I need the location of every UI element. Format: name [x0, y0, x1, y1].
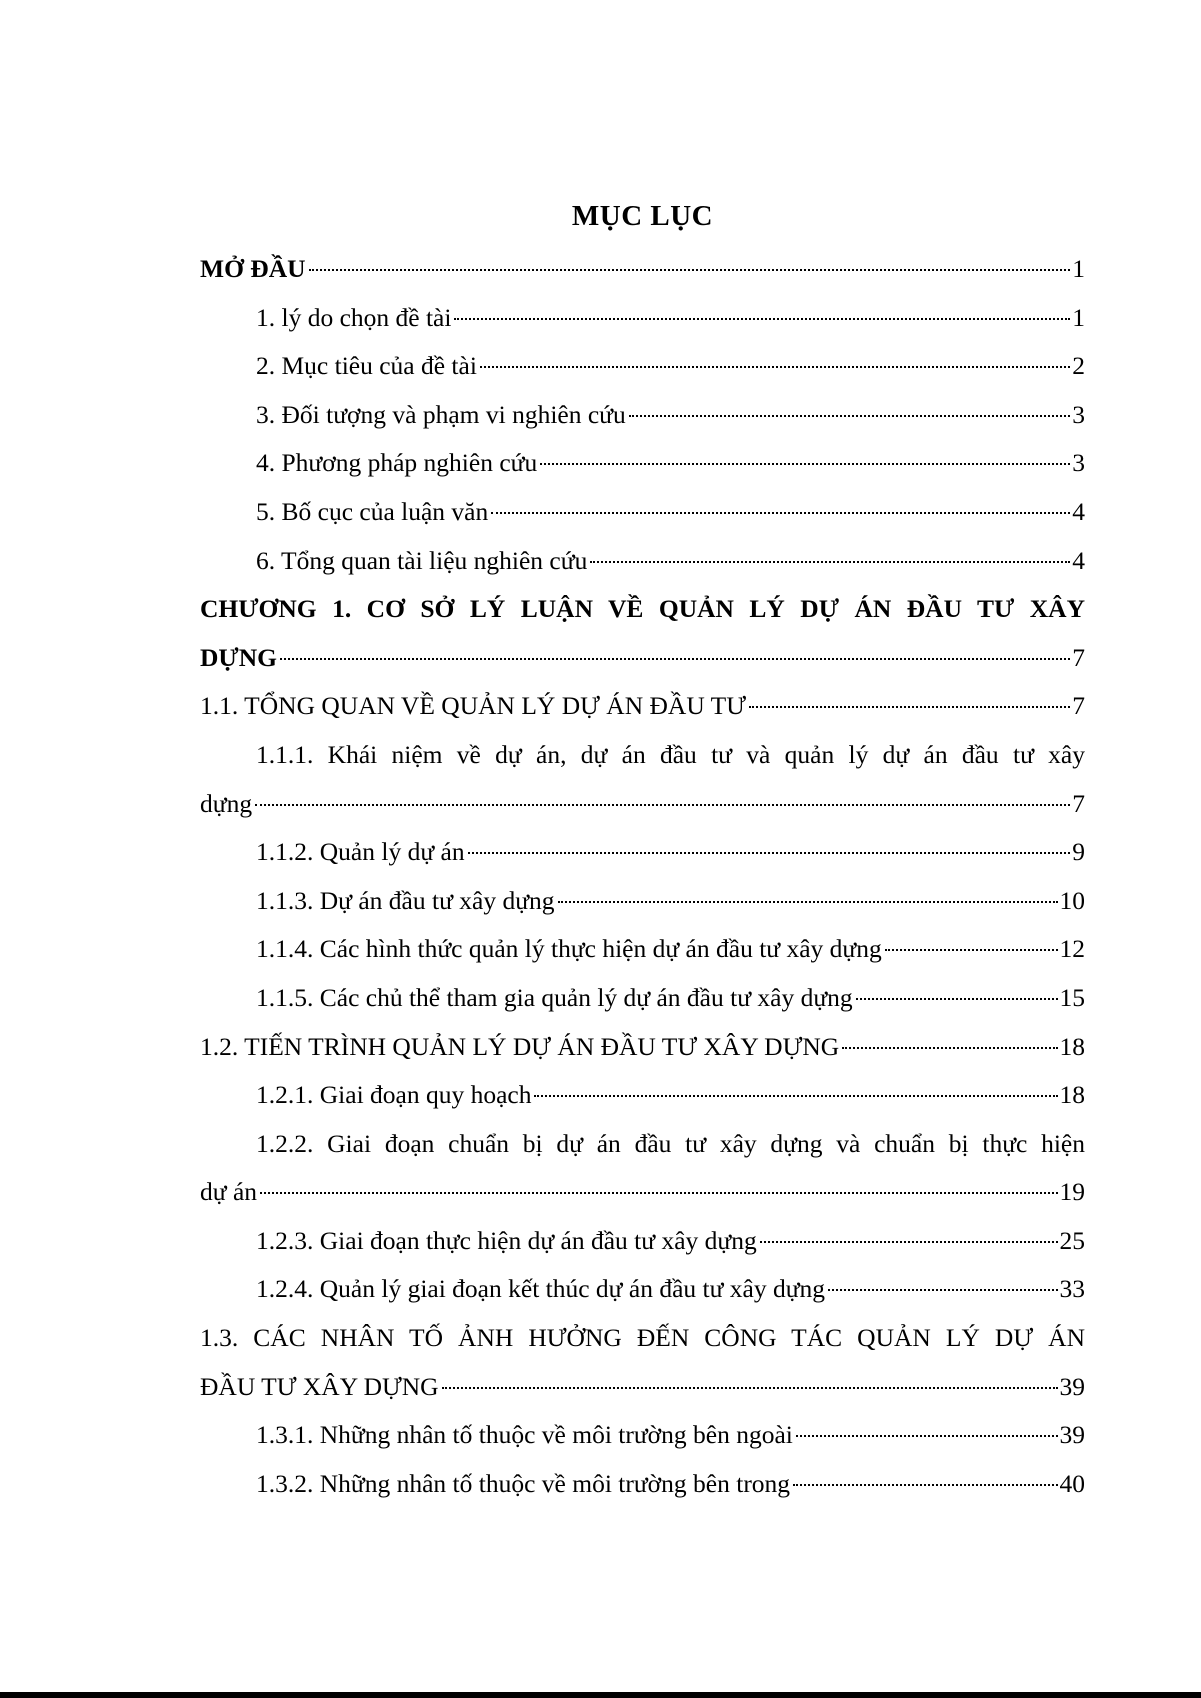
- toc-entry-1-1-1[interactable]: [200, 731, 1085, 780]
- toc-entry-label: 1. lý do chọn đề tài: [256, 302, 452, 332]
- toc-entry-label-line1: 1.3. CÁC NHÂN TỐ ẢNH HƯỞNG ĐẾN CÔNG TÁC QUẢN LÝ DỰ ÁN: [200, 1323, 1085, 1353]
- toc-page-number: 39: [1059, 1420, 1085, 1450]
- toc-page-number: 25: [1059, 1225, 1085, 1255]
- toc-entry-label-line2: dựng: [200, 788, 253, 818]
- toc-entry-doi-tuong[interactable]: [200, 391, 1085, 440]
- dot-leader: [828, 1289, 1057, 1291]
- toc-page-number: 39: [1059, 1371, 1085, 1401]
- toc-entry-label: 1.1.2. Quản lý dự án: [256, 837, 465, 867]
- toc-entry-label: 1.2.1. Giai đoạn quy hoạch: [256, 1080, 532, 1110]
- toc-entry-label: 6. Tổng quan tài liệu nghiên cứu: [256, 545, 588, 575]
- toc-entry-label: 1.1.5. Các chủ thể tham gia quản lý dự án đầu tư xây dựng: [256, 982, 853, 1012]
- toc-entry-1-2[interactable]: [200, 1023, 1085, 1072]
- page-bottom-border: [0, 1692, 1201, 1698]
- toc-page-number: 18: [1059, 1080, 1085, 1110]
- toc-entry-chuong-1[interactable]: [200, 585, 1085, 634]
- toc-page-number: 4: [1072, 496, 1085, 526]
- dot-leader: [590, 561, 1070, 563]
- toc-entry-tong-quan-tai-lieu[interactable]: [200, 537, 1085, 586]
- toc-entry-label: MỞ ĐẦU: [200, 254, 306, 283]
- toc-list: [200, 245, 1085, 1508]
- toc-entry-1-3-2[interactable]: [200, 1460, 1085, 1509]
- dot-leader: [260, 1192, 1057, 1194]
- dot-leader: [534, 1095, 1057, 1097]
- dot-leader: [760, 1241, 1058, 1243]
- toc-entry-label-line2: DỰNG: [200, 642, 277, 672]
- toc-entry-ly-do[interactable]: [200, 294, 1085, 343]
- dot-leader: [280, 658, 1070, 660]
- dot-leader: [885, 949, 1058, 951]
- toc-page-number: 15: [1059, 982, 1085, 1012]
- toc-page-number: 19: [1059, 1177, 1085, 1207]
- toc-entry-1-1-1-cont[interactable]: [200, 780, 1085, 829]
- toc-entry-label-line2: ĐẦU TƯ XÂY DỰNG: [200, 1371, 439, 1401]
- toc-entry-1-1-2[interactable]: [200, 828, 1085, 877]
- dot-leader: [540, 463, 1070, 465]
- toc-entry-chuong-1-cont[interactable]: [200, 634, 1085, 683]
- toc-entry-1-2-2[interactable]: [200, 1120, 1085, 1169]
- toc-entry-label-line2: dự án: [200, 1177, 258, 1207]
- dot-leader: [309, 269, 1071, 271]
- toc-entry-1-2-2-cont[interactable]: [200, 1168, 1085, 1217]
- toc-entry-label: 1.2.3. Giai đoạn thực hiện dự án đầu tư xây dựng: [256, 1225, 757, 1255]
- toc-entry-label: 1.1.3. Dự án đầu tư xây dựng: [256, 885, 555, 915]
- toc-entry-label: 1.2.4. Quản lý giai đoạn kết thúc dự án đầu tư xây dựng: [256, 1274, 826, 1304]
- dot-leader: [480, 366, 1070, 368]
- toc-page-number: 3: [1072, 399, 1085, 429]
- toc-entry-1-3-1[interactable]: [200, 1411, 1085, 1460]
- dot-leader: [468, 852, 1071, 854]
- toc-page-number: 9: [1072, 837, 1085, 867]
- toc-page-number: 40: [1059, 1468, 1085, 1498]
- toc-entry-mo-dau[interactable]: [200, 245, 1085, 294]
- toc-entry-bo-cuc[interactable]: [200, 488, 1085, 537]
- toc-page-number: 1: [1072, 254, 1085, 283]
- toc-page-number: 1: [1072, 302, 1085, 332]
- toc-entry-muc-tieu[interactable]: [200, 342, 1085, 391]
- toc-entry-1-3[interactable]: [200, 1314, 1085, 1363]
- dot-leader: [856, 998, 1058, 1000]
- dot-leader: [491, 512, 1070, 514]
- toc-entry-label: 1.1.4. Các hình thức quản lý thực hiện dự án đầu tư xây dựng: [256, 934, 882, 964]
- toc-page-number: 33: [1059, 1274, 1085, 1304]
- toc-page-number: 7: [1072, 642, 1085, 672]
- toc-entry-label: 1.1. TỔNG QUAN VỀ QUẢN LÝ DỰ ÁN ĐẦU TƯ: [200, 691, 747, 721]
- toc-entry-label: 5. Bố cục của luận văn: [256, 496, 489, 526]
- toc-entry-label: 1.3.2. Những nhân tố thuộc về môi trường bên trong: [256, 1468, 791, 1498]
- toc-page-number: 4: [1072, 545, 1085, 575]
- toc-page-number: 7: [1072, 691, 1085, 721]
- toc-page-number: 12: [1059, 934, 1085, 964]
- toc-entry-1-1-5[interactable]: [200, 974, 1085, 1023]
- toc-entry-1-1-3[interactable]: [200, 877, 1085, 926]
- toc-entry-1-1[interactable]: [200, 682, 1085, 731]
- toc-page-number: 2: [1072, 351, 1085, 381]
- dot-leader: [629, 415, 1071, 417]
- toc-page-number: 18: [1059, 1031, 1085, 1061]
- page-title: MỤC LỤC: [571, 200, 714, 232]
- toc-entry-label: 3. Đối tượng và phạm vi nghiên cứu: [256, 399, 626, 429]
- dot-leader: [842, 1047, 1057, 1049]
- dot-leader: [255, 804, 1070, 806]
- dot-leader: [749, 706, 1070, 708]
- toc-entry-1-2-4[interactable]: [200, 1265, 1085, 1314]
- toc-page-number: 3: [1072, 448, 1085, 478]
- dot-leader: [442, 1387, 1058, 1389]
- toc-entry-label: 1.2. TIẾN TRÌNH QUẢN LÝ DỰ ÁN ĐẦU TƯ XÂY DỰNG: [200, 1031, 840, 1061]
- toc-entry-1-2-1[interactable]: [200, 1071, 1085, 1120]
- dot-leader: [796, 1435, 1058, 1437]
- toc-entry-label-line1: 1.1.1. Khái niệm về dự án, dự án đầu tư và quản lý dự án đầu tư xây: [256, 739, 1085, 769]
- toc-page-number: 7: [1072, 788, 1085, 818]
- dot-leader: [558, 901, 1058, 903]
- toc-page-number: 10: [1059, 885, 1085, 915]
- toc-entry-1-2-3[interactable]: [200, 1217, 1085, 1266]
- toc-entry-label-line1: 1.2.2. Giai đoạn chuẩn bị dự án đầu tư xây dựng và chuẩn bị thực hiện: [256, 1128, 1085, 1158]
- toc-entry-label: 4. Phương pháp nghiên cứu: [256, 448, 538, 478]
- toc-entry-label: 2. Mục tiêu của đề tài: [256, 351, 477, 381]
- toc-entry-label-line1: CHƯƠNG 1. CƠ SỞ LÝ LUẬN VỀ QUẢN LÝ DỰ ÁN ĐẦU TƯ XÂY: [200, 594, 1085, 624]
- toc-entry-label: 1.3.1. Những nhân tố thuộc về môi trường bên ngoài: [256, 1420, 793, 1450]
- toc-entry-phuong-phap[interactable]: [200, 439, 1085, 488]
- toc-entry-1-3-cont[interactable]: [200, 1363, 1085, 1412]
- dot-leader: [793, 1484, 1057, 1486]
- dot-leader: [454, 318, 1070, 320]
- toc-entry-1-1-4[interactable]: [200, 925, 1085, 974]
